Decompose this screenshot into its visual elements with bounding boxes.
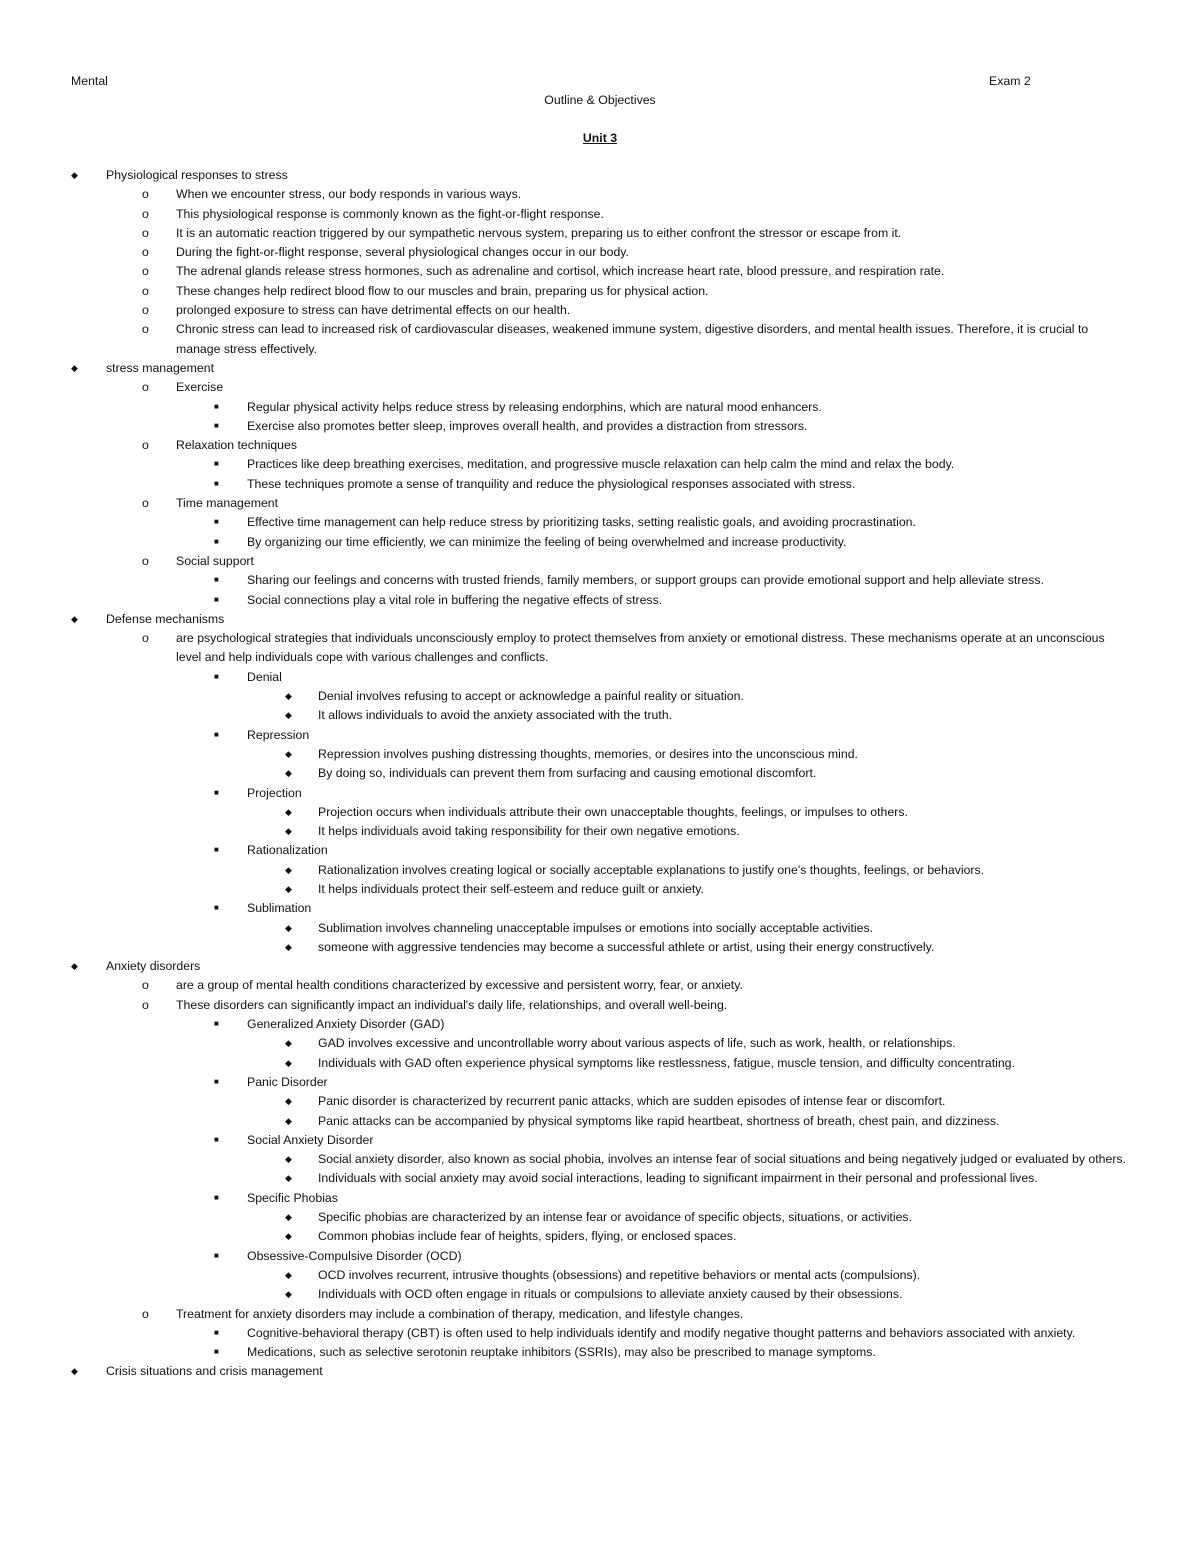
outline-text: Repression [247,727,310,742]
outline-item-level-3 [176,1247,1200,1305]
outline-item-level-2 [106,378,1200,436]
outline-text: Denial [247,669,282,684]
bullet-marker-icon: ◆ [71,170,78,180]
bullet-marker-icon: ■ [214,1347,219,1357]
outline-text: Exercise [176,380,224,395]
outline-text: Projection [247,785,302,800]
outline-item-level-4 [247,1034,1200,1053]
bullet-marker-icon: ■ [214,1076,219,1086]
bullet-marker-icon: ◆ [285,1057,292,1068]
outline-text: Individuals with GAD often experience physical symptoms like restlessness, fatigue, muscle tension, and difficulty concentrating. [318,1055,1015,1070]
outline-item-level-3 [176,899,1200,957]
outline-item-level-4 [247,861,1200,880]
outline-level-4 [247,1034,1200,1073]
outline-item-level-1 [0,957,1200,1362]
bullet-marker-icon: ■ [214,1134,219,1144]
outline-text: Panic disorder is characterized by recurrent panic attacks, which are sudden episodes of intense fear or discomfort. [318,1094,946,1109]
outline-text: Individuals with OCD often engage in rituals or compulsions to alleviate anxiety caused by their obsessions. [318,1287,903,1302]
outline-item-level-2 [106,205,1200,224]
bullet-marker-icon: o [142,264,149,279]
outline-item-level-2 [106,301,1200,320]
outline-text: Social anxiety disorder, also known as social phobia, involves an intense fear of social situations and being negatively judged or evaluated by others. [318,1152,1126,1167]
outline-item-level-2 [106,976,1200,995]
outline-text: are a group of mental health conditions characterized by excessive and persistent worry, fear, or anxiety. [176,978,743,993]
bullet-marker-icon: ◆ [71,613,78,624]
outline-text: Regular physical activity helps reduce stress by releasing endorphins, which are natural mood enhancers. [247,399,822,414]
bullet-marker-icon: o [142,283,149,298]
outline-text: During the fight-or-flight response, several physiological changes occur in our body. [176,245,629,260]
outline-item-level-3 [176,513,1200,532]
outline-item-level-3 [176,398,1200,417]
bullet-marker-icon: ■ [214,575,219,585]
outline-text: Effective time management can help reduce stress by prioritizing tasks, setting realistic goals, and avoiding procrastination. [247,515,916,530]
bullet-marker-icon: ■ [214,594,219,604]
outline-level-3 [176,455,1200,494]
outline-item-level-3 [176,533,1200,552]
bullet-marker-icon: o [142,322,149,337]
outline-text: Social connections play a vital role in buffering the negative effects of stress. [247,592,663,607]
outline-item-level-3 [176,1073,1200,1131]
page-title: Outline & Objectives [544,93,656,107]
outline-item-level-3 [176,475,1200,494]
outline-level-4 [247,861,1200,900]
bullet-marker-icon: ◆ [285,1231,292,1242]
outline-item-level-3 [176,591,1200,610]
outline-level-3 [176,1324,1200,1363]
bullet-marker-icon: o [142,978,149,993]
outline-item-level-1 [0,610,1200,957]
outline-item-level-4 [247,1054,1200,1073]
outline-item-level-2 [106,494,1200,552]
outline-item-level-2 [106,629,1200,957]
outline-level-4 [247,919,1200,958]
outline-item-level-3 [176,726,1200,784]
outline-text: Generalized Anxiety Disorder (GAD) [247,1017,445,1032]
outline-item-level-4 [247,1169,1200,1188]
bullet-marker-icon: o [142,496,149,511]
outline-item-level-3 [176,1131,1200,1189]
outline-item-level-2 [106,552,1200,610]
bullet-marker-icon: ◆ [71,362,78,373]
outline [0,166,1200,1382]
outline-item-level-4 [247,919,1200,938]
outline-item-level-4 [247,745,1200,764]
bullet-marker-icon: ■ [214,787,219,797]
bullet-marker-icon: o [142,187,149,202]
outline-text: When we encounter stress, our body responds in various ways. [176,187,522,202]
outline-item-level-2 [106,282,1200,301]
bullet-marker-icon: ◆ [285,1038,292,1049]
outline-text: Specific phobias are characterized by an intense fear or avoidance of specific objects, situations, or activities. [318,1210,912,1225]
bullet-marker-icon: ◆ [285,864,292,875]
outline-text: Chronic stress can lead to increased risk of cardiovascular diseases, weakened immune system, digestive disorders, and mental health issues. Therefore, it is crucial to manage stress effectively. [176,322,1089,356]
header-course: Mental [71,74,108,88]
bullet-marker-icon: o [142,997,149,1012]
bullet-marker-icon: o [142,303,149,318]
bullet-marker-icon: o [142,553,149,568]
outline-item-level-3 [176,1324,1200,1343]
outline-item-level-4 [247,1092,1200,1111]
outline-item-level-4 [247,1150,1200,1169]
bullet-marker-icon: o [142,206,149,221]
outline-text: Treatment for anxiety disorders may include a combination of therapy, medication, and lifestyle changes. [176,1306,744,1321]
outline-item-level-1 [0,166,1200,359]
bullet-marker-icon: ■ [214,401,219,411]
outline-level-2 [106,629,1200,957]
outline-item-level-2 [106,243,1200,262]
outline-item-level-2 [106,1305,1200,1363]
outline-text: Denial involves refusing to accept or acknowledge a painful reality or situation. [318,689,744,704]
outline-text: These techniques promote a sense of tranquility and reduce the physiological responses associated with stress. [247,476,856,491]
outline-item-level-4 [247,803,1200,822]
outline-text: Medications, such as selective serotonin reuptake inhibitors (SSRIs), may also be prescribed to manage symptoms. [247,1345,876,1360]
outline-text: Panic attacks can be accompanied by physical symptoms like rapid heartbeat, shortness of breath, chest pain, and dizziness. [318,1113,1000,1128]
outline-text: By doing so, individuals can prevent them from surfacing and causing emotional discomfort. [318,766,817,781]
bullet-marker-icon: ■ [214,517,219,527]
outline-text: GAD involves excessive and uncontrollable worry about various aspects of life, such as work, health, or relationships. [318,1036,956,1051]
outline-item-level-3 [176,571,1200,590]
outline-text: Time management [176,496,279,511]
outline-level-4 [247,1092,1200,1131]
bullet-marker-icon: ◆ [285,1096,292,1107]
outline-level-3 [176,1015,1200,1304]
bullet-marker-icon: ■ [214,1327,219,1337]
outline-text: stress management [106,360,214,375]
bullet-marker-icon: ■ [214,903,219,913]
bullet-marker-icon: ■ [214,1019,219,1029]
bullet-marker-icon: ■ [214,729,219,739]
bullet-marker-icon: ■ [214,420,219,430]
outline-text: prolonged exposure to stress can have detrimental effects on our health. [176,303,571,318]
outline-item-level-1 [0,1362,1200,1381]
bullet-marker-icon: ◆ [285,1154,292,1165]
outline-text: This physiological response is commonly known as the fight-or-flight response. [176,206,604,221]
outline-item-level-2 [106,996,1200,1305]
outline-text: Relaxation techniques [176,438,297,453]
outline-text: It helps individuals avoid taking responsibility for their own negative emotions. [318,824,740,839]
outline-item-level-3 [176,1343,1200,1362]
outline-level-3 [176,398,1200,437]
bullet-marker-icon: ◆ [285,806,292,817]
outline-level-2 [106,378,1200,610]
outline-text: are psychological strategies that individuals unconsciously employ to protect themselves from anxiety or emotional distress. These mechanisms operate at an unconscious level and help individuals cope with various challenges and conflicts. [176,631,1105,665]
outline-item-level-2 [106,262,1200,281]
outline-level-3 [176,571,1200,610]
outline-text: Cognitive-behavioral therapy (CBT) is often used to help individuals identify and modify negative thought patterns and behaviors associated with anxiety. [247,1325,1076,1340]
bullet-marker-icon: o [142,245,149,260]
outline-text: Crisis situations and crisis management [106,1364,323,1379]
bullet-marker-icon: ◆ [285,1269,292,1280]
bullet-marker-icon: ◆ [71,1366,78,1377]
bullet-marker-icon: ◆ [285,710,292,721]
outline-item-level-4 [247,938,1200,957]
outline-item-level-2 [106,185,1200,204]
outline-item-level-4 [247,1285,1200,1304]
outline-item-level-4 [247,687,1200,706]
outline-text: Defense mechanisms [106,611,225,626]
outline-item-level-3 [176,841,1200,899]
outline-item-level-2 [106,436,1200,494]
header-exam: Exam 2 [989,74,1031,88]
outline-text: It allows individuals to avoid the anxiety associated with the truth. [318,708,673,723]
bullet-marker-icon: ◆ [285,748,292,759]
outline-item-level-3 [176,1015,1200,1073]
outline-item-level-4 [247,1266,1200,1285]
outline-level-4 [247,1208,1200,1247]
bullet-marker-icon: ■ [214,459,219,469]
outline-text: Projection occurs when individuals attribute their own unacceptable thoughts, feelings, or impulses to others. [318,804,908,819]
bullet-marker-icon: o [142,1306,149,1321]
bullet-marker-icon: ◆ [285,922,292,933]
outline-item-level-4 [247,1112,1200,1131]
bullet-marker-icon: o [142,631,149,646]
bullet-marker-icon: ◆ [285,1115,292,1126]
outline-text: Rationalization involves creating logical or socially acceptable explanations to justify one's thoughts, feelings, or behaviors. [318,862,985,877]
outline-text: Obsessive-Compulsive Disorder (OCD) [247,1248,462,1263]
bullet-marker-icon: ■ [214,478,219,488]
bullet-marker-icon: ◆ [285,1289,292,1300]
bullet-marker-icon: o [142,438,149,453]
outline-text: Repression involves pushing distressing thoughts, memories, or desires into the unconscious mind. [318,746,858,761]
outline-level-4 [247,687,1200,726]
outline-level-2 [106,976,1200,1362]
bullet-marker-icon: ■ [214,1250,219,1260]
outline-text: Common phobias include fear of heights, spiders, flying, or enclosed spaces. [318,1229,737,1244]
outline-text: It is an automatic reaction triggered by our sympathetic nervous system, preparing us to either confront the stressor or escape from it. [176,225,902,240]
outline-level-4 [247,1150,1200,1189]
outline-level-3 [176,513,1200,552]
outline-item-level-4 [247,1227,1200,1246]
outline-text: By organizing our time efficiently, we can minimize the feeling of being overwhelmed and increase productivity. [247,534,847,549]
outline-level-4 [247,803,1200,842]
outline-text: someone with aggressive tendencies may become a successful athlete or artist, using their energy constructively. [318,939,935,954]
bullet-marker-icon: o [142,380,149,395]
bullet-marker-icon: ■ [214,536,219,546]
outline-item-level-4 [247,706,1200,725]
outline-text: Sublimation involves channeling unacceptable impulses or emotions into socially acceptable activities. [318,920,874,935]
outline-item-level-4 [247,822,1200,841]
bullet-marker-icon: ◆ [71,961,78,972]
outline-text: Physiological responses to stress [106,168,288,182]
outline-item-level-2 [106,320,1200,359]
outline-item-level-4 [247,764,1200,783]
outline-item-level-4 [247,1208,1200,1227]
outline-text: Social Anxiety Disorder [247,1132,374,1147]
outline-level-4 [247,1266,1200,1305]
outline-text: Specific Phobias [247,1190,338,1205]
outline-item-level-3 [176,668,1200,726]
outline-text: Rationalization [247,843,328,858]
outline-text: Social support [176,553,254,568]
outline-item-level-1 [0,359,1200,610]
outline-text: Sublimation [247,901,312,916]
outline-item-level-4 [247,880,1200,899]
outline-text: These disorders can significantly impact an individual's daily life, relationships, and overall well-being. [176,997,728,1012]
bullet-marker-icon: ◆ [285,768,292,779]
bullet-marker-icon: o [142,225,149,240]
bullet-marker-icon: ■ [214,671,219,681]
bullet-marker-icon: ◆ [285,691,292,702]
outline-text: The adrenal glands release stress hormones, such as adrenaline and cortisol, which increase heart rate, blood pressure, and respiration rate. [176,264,945,279]
outline-text: Exercise also promotes better sleep, improves overall health, and provides a distraction from stressors. [247,418,808,433]
bullet-marker-icon: ◆ [285,826,292,837]
outline-item-level-3 [176,784,1200,842]
outline-level-2 [106,185,1200,359]
outline-text: OCD involves recurrent, intrusive thoughts (obsessions) and repetitive behaviors or mental acts (compulsions). [318,1267,921,1282]
outline-item-level-3 [176,455,1200,474]
bullet-marker-icon: ◆ [285,883,292,894]
outline-text: Anxiety disorders [106,959,201,974]
bullet-marker-icon: ◆ [285,1212,292,1223]
outline-text: Practices like deep breathing exercises, meditation, and progressive muscle relaxation can help calm the mind and relax the body. [247,457,955,472]
bullet-marker-icon: ◆ [285,1173,292,1184]
outline-text: Panic Disorder [247,1074,328,1089]
outline-item-level-3 [176,1189,1200,1247]
outline-level-4 [247,745,1200,784]
outline-text: Individuals with social anxiety may avoid social interactions, leading to significant impairment in their personal and professional lives. [318,1171,1038,1186]
outline-text: It helps individuals protect their self-esteem and reduce guilt or anxiety. [318,881,704,896]
outline-text: Sharing our feelings and concerns with trusted friends, family members, or support groups can provide emotional support and help alleviate stress. [247,573,1044,588]
bullet-marker-icon: ■ [214,1192,219,1202]
outline-item-level-2 [106,224,1200,243]
bullet-marker-icon: ◆ [285,941,292,952]
outline-level-1 [0,166,1200,1382]
outline-item-level-3 [176,417,1200,436]
outline-text: These changes help redirect blood flow to our muscles and brain, preparing us for physical action. [176,283,709,298]
bullet-marker-icon: ■ [214,845,219,855]
unit-heading: Unit 3 [582,131,618,145]
outline-level-3 [176,668,1200,957]
